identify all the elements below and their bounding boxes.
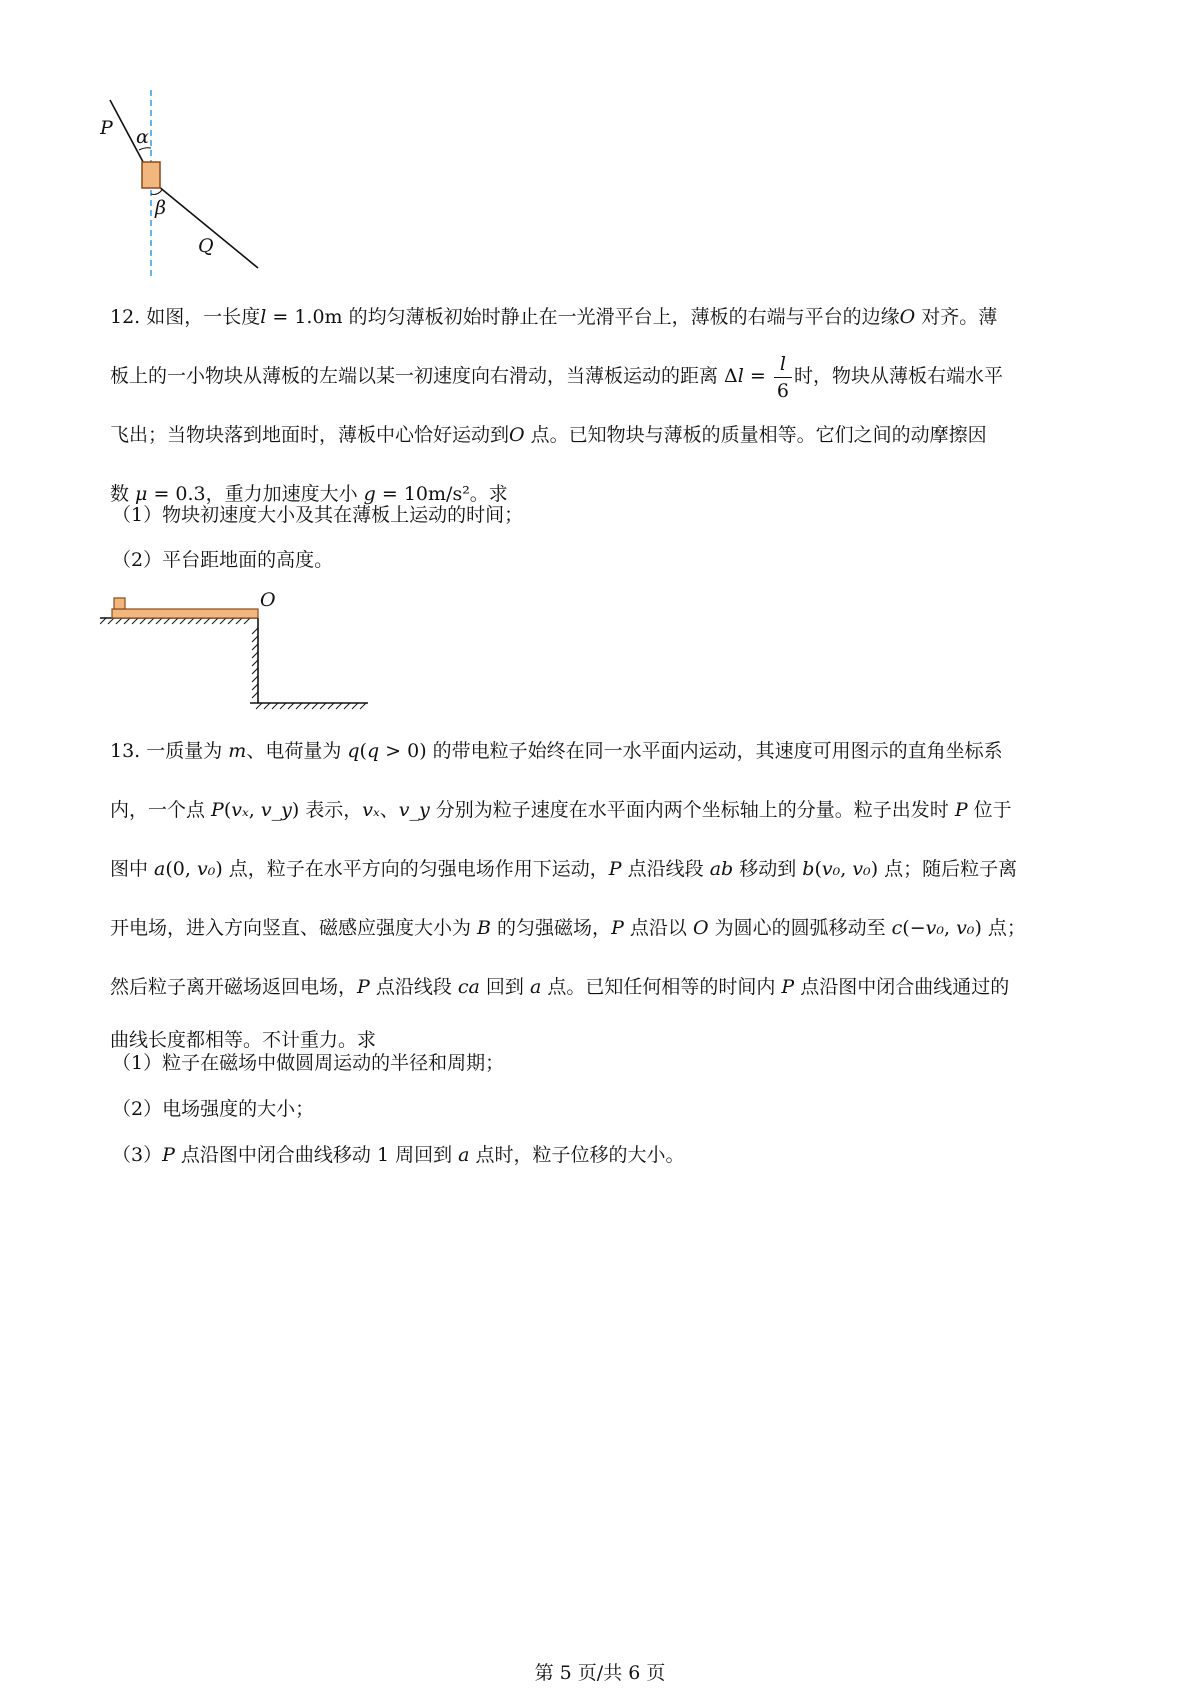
q12-line-4: 数 μ = 0.3，重力加速度大小 g = 10m/s²。求 bbox=[110, 483, 508, 505]
label-q: Q bbox=[198, 235, 214, 257]
label-beta: β bbox=[155, 197, 166, 219]
q12-line-3: 飞出；当物块落到地面时，薄板中心恰好运动到O 点。已知物块与薄板的质量相等。它们之间的动摩擦因 bbox=[110, 424, 987, 446]
q13-line-5: 然后粒子离开磁场返回电场，P 点沿线段 ca 回到 a 点。已知任何相等的时间内 P 点沿图中闭合曲线通过的 bbox=[110, 976, 1010, 998]
q12-line-1: 12. 如图，一长度l = 1.0m 的均匀薄板初始时静止在一光滑平台上，薄板的右端与平台的边缘O 对齐。薄 bbox=[110, 306, 998, 328]
q13-subquestion-2: （2）电场强度的大小； bbox=[112, 1098, 315, 1120]
q13-line-4: 开电场，进入方向竖直、磁感应强度大小为 B 的匀强磁场，P 点沿以 O 为圆心的圆弧移动至 c(−v₀, v₀) 点； bbox=[110, 917, 1026, 939]
q13-line-3: 图中 a(0, v₀) 点，粒子在水平方向的匀强电场作用下运动，P 点沿线段 ab 移动到 b(v₀, v₀) 点；随后粒子离 bbox=[110, 858, 1018, 880]
label-o: O bbox=[260, 589, 276, 611]
q13-line-6: 曲线长度都相等。不计重力。求 bbox=[110, 1029, 377, 1051]
question-12 bbox=[110, 288, 1095, 524]
q12-line-2: 板上的一小物块从薄板的左端以某一初速度向右滑动，当薄板运动的距离 Δl = $\frac{l}{6}$ 时，物块从薄板右端水平 bbox=[110, 352, 1003, 402]
q13-line-1: 13. 一质量为 m、电荷量为 q(q > 0) 的带电粒子始终在同一水平面内运动，其速度可用图示的直角坐标系 bbox=[110, 740, 1003, 762]
angle-arc-beta bbox=[151, 190, 162, 195]
figure-platform-plank bbox=[100, 588, 380, 718]
q12-subquestion-1: （1）物块初速度大小及其在薄板上运动的时间； bbox=[112, 504, 524, 526]
question-13 bbox=[110, 722, 1095, 1063]
angle-arc-alpha bbox=[139, 148, 151, 150]
page-footer: 第 5 页/共 6 页 bbox=[534, 1662, 666, 1684]
block bbox=[142, 162, 160, 188]
figure-incline-block bbox=[100, 90, 280, 290]
label-alpha: α bbox=[136, 126, 149, 148]
hatching bbox=[100, 618, 366, 709]
label-p: P bbox=[100, 117, 113, 139]
q13-line-2: 内，一个点 P(vₓ, v_y) 表示，vₓ、v_y 分别为粒子速度在水平面内两个坐标轴上的分量。粒子出发时 P 位于 bbox=[110, 799, 1012, 821]
q12-subquestion-2: （2）平台距地面的高度。 bbox=[112, 549, 334, 571]
fraction-l-over-6: $\frac{l}{6}$ bbox=[774, 351, 792, 404]
small-block bbox=[114, 598, 125, 609]
q13-subquestion-1: （1）粒子在磁场中做圆周运动的半径和周期； bbox=[112, 1052, 505, 1074]
plank bbox=[112, 609, 258, 618]
q13-subquestion-3: （3）P 点沿图中闭合曲线移动 1 周回到 a 点时，粒子位移的大小。 bbox=[112, 1144, 685, 1166]
